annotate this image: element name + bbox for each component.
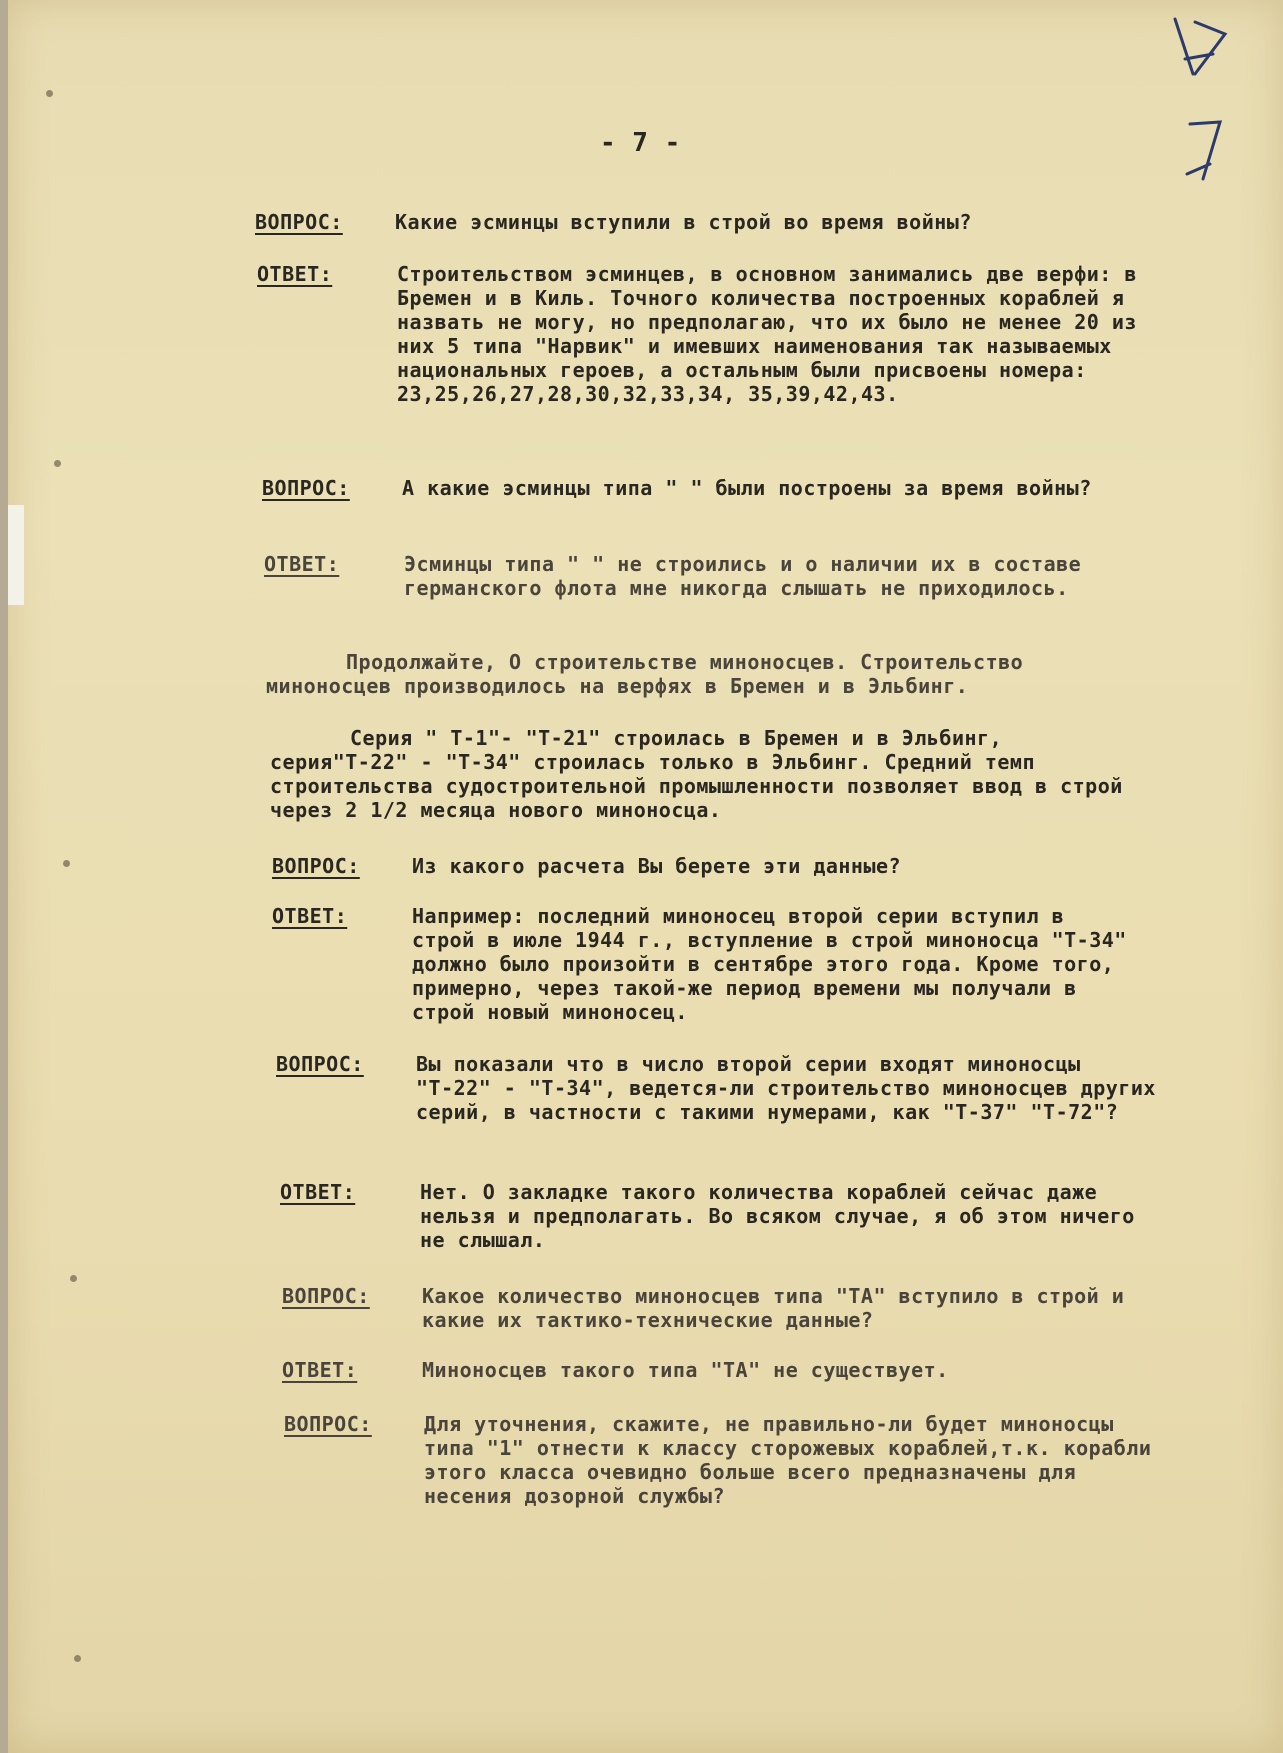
qa-block [284,1412,1164,1508]
qa-block [276,1052,1156,1124]
handwritten-page-number-marks [1165,14,1245,194]
qa-block [282,1358,1152,1382]
question-text: Какие эсминцы вступили в строй во время войны? [395,210,972,234]
question-text: Какое количество миноносцев типа "ТА" вступило в строй и какие их тактико-технические данные? [422,1284,1125,1332]
paragraph: Серия " Т-1"- "Т-21" строилась в Бремен и в Эльбинг, серия"Т-22" - "Т-34" строилась только в Эльбинг. Средний темп строительства судостроительной промышленности позволяет ввод в строй через 2 1/2 месяца нового миноносца. [270,726,1123,822]
qa-block [262,476,1122,500]
question-label: ВОПРОС: [262,476,350,500]
answer-text: Миноносцев такого типа "ТА" не существует. [422,1358,949,1382]
question-label: ВОПРОС: [272,854,360,878]
qa-block [257,262,1137,406]
qa-block [282,1284,1152,1332]
qa-block [272,854,1132,878]
answer-label: ОТВЕТ: [280,1180,356,1204]
question-label: ВОПРОС: [276,1052,364,1076]
question-text: Из какого расчета Вы берете эти данные? [412,854,902,878]
answer-label: ОТВЕТ: [257,262,333,286]
question-label: ВОПРОС: [255,210,343,234]
question-text: Для уточнения, скажите, не правильно-ли будет миноносцы типа "1" отнести к классу сторожевых кораблей,т.к. корабли этого класса очевидно больше всего предназначены для несения дозорной службы? [424,1412,1152,1508]
answer-label: ОТВЕТ: [272,904,348,928]
answer-label: ОТВЕТ: [264,552,340,576]
answer-text: Эсминцы типа " " не строились и о наличии их в составе германского флота мне никогда слышать не приходилось. [404,552,1082,600]
paragraph: Продолжайте, О строительстве миноносцев. Строительство миноносцев производилось на верфях в Бремен и в Эльбинг. [266,650,1024,698]
question-label: ВОПРОС: [284,1412,372,1436]
question-label: ВОПРОС: [282,1284,370,1308]
qa-block [264,552,1134,600]
answer-label: ОТВЕТ: [282,1358,358,1382]
question-text: Вы показали что в число второй серии входят миноносцы "Т-22" - "Т-34", ведется-ли строительство миноносцев других серий, в частности с такими нумерами, как "Т-37" "Т-72"? [416,1052,1156,1124]
answer-text: Например: последний миноносец второй серии вступил в строй в июле 1944 г., вступление в строй миноносца "Т-34" должно было произойти в сентябре этого года. Кроме того, примерно, через такой-же период времени мы получали в строй новый миноносец. [412,904,1127,1024]
answer-text: Нет. О закладке такого количества кораблей сейчас даже нельзя и предполагать. Во всяком случае, я об этом ничего не слышал. [420,1180,1135,1252]
qa-block [280,1180,1150,1252]
qa-block [272,904,1132,1024]
qa-block [255,210,1115,234]
question-text: А какие эсминцы типа " " были построены за время войны? [402,476,1092,500]
answer-text: Строительством эсминцев, в основном занимались две верфи: в Бремен и в Киль. Точного количества построенных кораблей я назвать не могу, но предполагаю, что их было не менее 20 из них 5 типа "Нарвик" и имевших наименования так называемых национальных героев, а остальным были присвоены номера: 23,25,26,27,28,30,32,33,34, 35,39,42,43. [397,262,1137,406]
page-number: - 7 - [600,128,681,158]
